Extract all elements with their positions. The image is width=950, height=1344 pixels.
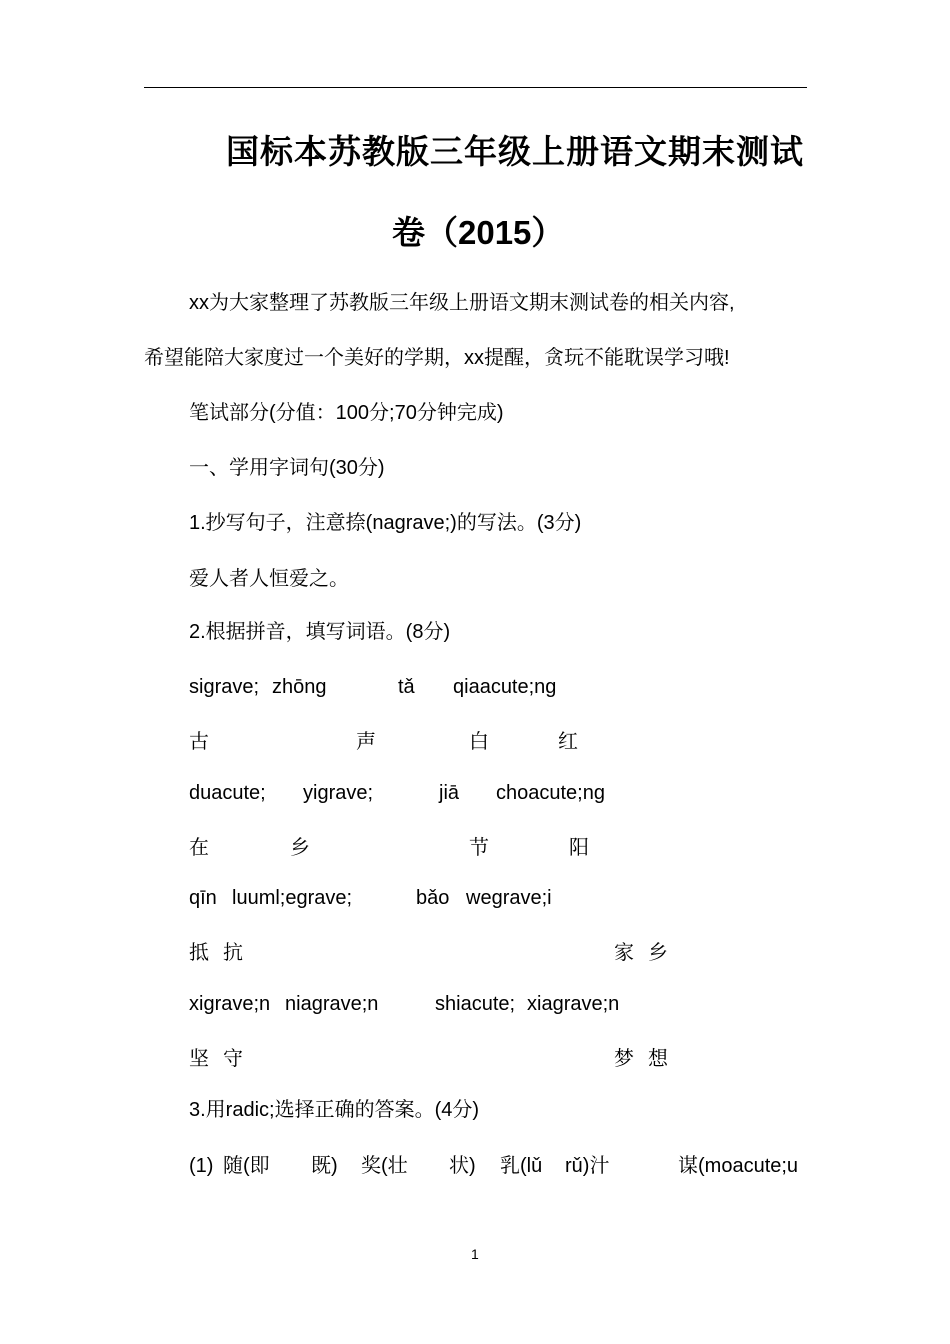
pinyin-cell: bǎo (416, 887, 450, 909)
char-cell: 家 (614, 942, 634, 964)
char-cell: 守 (223, 1048, 243, 1070)
char-cell: 抵 (189, 942, 209, 964)
pinyin-cell: yigrave; (303, 782, 374, 804)
question-1-sentence: 爱人者人恒爱之。 (189, 568, 349, 590)
page-number: 1 (471, 1246, 479, 1262)
q3-option: rǔ)汁 (565, 1155, 610, 1177)
pinyin-cell: duacute; (189, 782, 266, 804)
question-2: 2.根据拼音，填写词语。(8分) (189, 621, 451, 643)
char-cell: 节 (469, 837, 489, 859)
char-cell: 声 (356, 731, 376, 753)
char-cell: 坚 (189, 1048, 209, 1070)
pinyin-cell: choacute;ng (496, 782, 605, 804)
intro-line-2: 希望能陪大家度过一个美好的学期，xx提醒，贪玩不能耽误学习哦! (144, 347, 730, 369)
q3-option: 随(即 (223, 1155, 270, 1177)
char-cell: 阳 (569, 837, 589, 859)
pinyin-cell: zhōng (272, 676, 327, 698)
char-cell: 白 (469, 731, 489, 753)
pinyin-cell: xiagrave;n (527, 993, 620, 1015)
char-cell: 抗 (223, 942, 243, 964)
pinyin-cell: jiā (439, 782, 460, 804)
char-cell: 乡 (648, 942, 668, 964)
pinyin-cell: qiaacute;ng (453, 676, 557, 698)
char-cell: 古 (189, 731, 209, 753)
char-cell: 红 (558, 731, 578, 753)
char-cell: 乡 (290, 837, 310, 859)
char-cell: 在 (189, 837, 209, 859)
pinyin-cell: tǎ (398, 676, 415, 698)
title-line-2: 卷（2015） (392, 214, 565, 251)
q3-option: 既) (311, 1155, 338, 1177)
q3-item-number: (1) (189, 1155, 214, 1177)
pinyin-cell: shiacute; (435, 993, 516, 1015)
header-rule (144, 87, 807, 88)
pinyin-cell: niagrave;n (285, 993, 379, 1015)
question-3: 3.用radic;选择正确的答案。(4分) (189, 1099, 480, 1121)
intro-line-1: xx为大家整理了苏教版三年级上册语文期末测试卷的相关内容, (189, 292, 735, 314)
pinyin-cell: xigrave;n (189, 993, 271, 1015)
q3-option: 状) (449, 1155, 476, 1177)
section-1-heading: 一、学用字词句(30分) (189, 457, 385, 479)
question-1: 1.抄写句子，注意捺(nagrave;)的写法。(3分) (189, 512, 582, 534)
char-cell: 想 (648, 1048, 668, 1070)
title-line-1: 国标本苏教版三年级上册语文期末测试 (226, 133, 804, 170)
pinyin-cell: sigrave; (189, 676, 260, 698)
pinyin-cell: qīn (189, 887, 217, 909)
pinyin-cell: wegrave;i (466, 887, 552, 909)
char-cell: 梦 (614, 1048, 634, 1070)
q3-option: 乳(lǔ (500, 1155, 543, 1177)
pinyin-cell: luuml;egrave; (232, 887, 353, 909)
exam-info: 笔试部分(分值：100分;70分钟完成) (189, 402, 504, 424)
q3-option: 谋(moacute;u (678, 1155, 799, 1177)
q3-option: 奖(壮 (361, 1155, 408, 1177)
